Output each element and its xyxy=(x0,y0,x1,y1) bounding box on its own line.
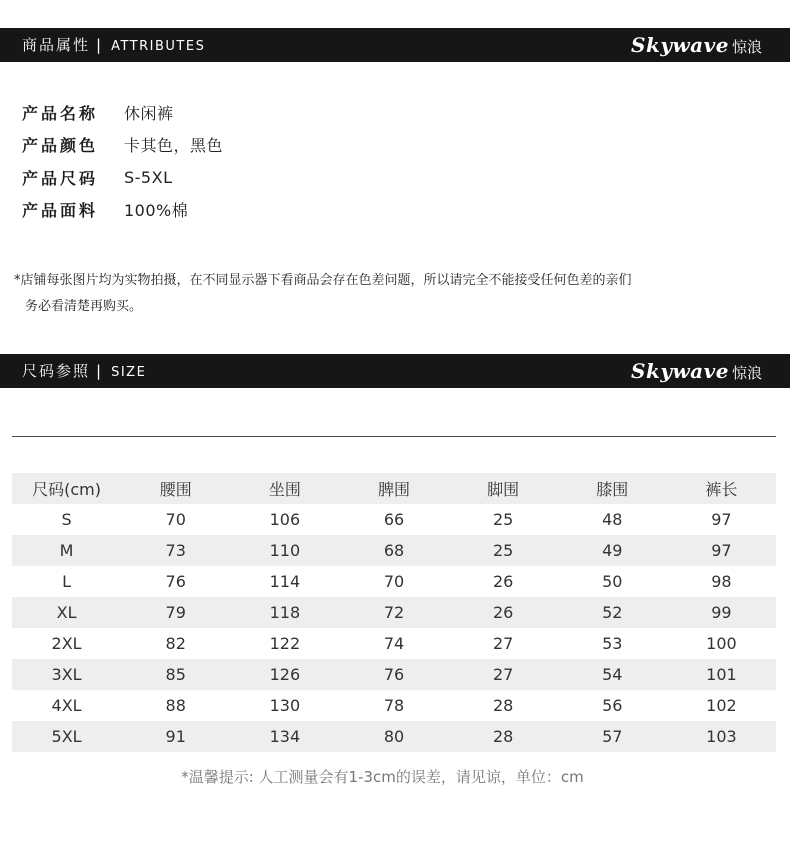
measurement-cell: 28 xyxy=(492,696,514,715)
measurement-cell: 56 xyxy=(602,696,623,715)
notice-line-1: *店铺每张图片均为实物拍摄，在不同显示器下看商品会存在色差问题，所以请完全不能接受任何色差的亲们 xyxy=(14,273,632,288)
measurement-cell: 118 xyxy=(269,603,301,622)
measurement-cell: 49 xyxy=(602,541,623,560)
attribute-value: 卡其色，黑色 xyxy=(124,136,224,156)
measurement-cell: 25 xyxy=(492,510,514,529)
size-banner xyxy=(0,354,790,388)
attribute-value: S-5XL xyxy=(124,167,173,187)
brand-name-cn: 惊浪 xyxy=(731,364,762,382)
table-row xyxy=(12,566,776,597)
measurement-cell: 103 xyxy=(706,727,737,746)
size-label-cell: M xyxy=(59,541,74,560)
table-row xyxy=(12,504,776,535)
measurement-cell: 54 xyxy=(602,665,623,684)
notice-line-2: 务必看清楚再购买。 xyxy=(25,299,143,314)
measurement-cell: 48 xyxy=(602,510,623,529)
size-label-cell: L xyxy=(62,572,72,591)
table-row xyxy=(12,628,776,659)
measurement-cell: 53 xyxy=(602,634,623,653)
size-label-cell: 3XL xyxy=(51,665,82,684)
size-table-header-row xyxy=(12,473,776,504)
banner-separator: | xyxy=(96,362,104,380)
attribute-key: 产品面料 xyxy=(22,201,99,221)
header-waist: 腰围 xyxy=(159,480,192,499)
brand-name-en: Skywave xyxy=(631,359,729,383)
table-row xyxy=(12,535,776,566)
measurement-cell: 70 xyxy=(383,572,405,591)
measurement-cell: 25 xyxy=(492,541,514,560)
table-row xyxy=(12,721,776,752)
attribute-value: 休闲裤 xyxy=(124,103,174,123)
measurement-cell: 66 xyxy=(383,510,405,529)
measurement-cell: 110 xyxy=(269,541,301,560)
measurement-cell: 106 xyxy=(269,510,301,529)
size-label-cell: 4XL xyxy=(51,696,82,715)
table-row xyxy=(12,690,776,721)
table-row xyxy=(12,659,776,690)
color-difference-notice xyxy=(14,268,754,320)
header-knee: 膝围 xyxy=(596,480,629,499)
brand-name-cn: 惊浪 xyxy=(731,38,762,56)
size-title-cn: 尺码参照 xyxy=(22,362,91,380)
measurement-cell: 126 xyxy=(269,665,301,684)
measurement-cell: 52 xyxy=(602,603,623,622)
measurement-cell: 97 xyxy=(711,510,732,529)
attributes-title-en: ATTRIBUTES xyxy=(111,39,206,54)
attribute-row-size xyxy=(22,161,223,194)
brand-logo xyxy=(631,28,762,62)
size-title-en: SIZE xyxy=(111,365,147,380)
measurement-cell: 122 xyxy=(269,634,301,653)
attributes-banner xyxy=(0,28,790,62)
attribute-row-fabric xyxy=(22,194,223,227)
attribute-key: 产品颜色 xyxy=(22,136,99,156)
measurement-cell: 50 xyxy=(602,572,623,591)
measurement-cell: 26 xyxy=(492,572,514,591)
measurement-cell: 134 xyxy=(269,727,301,746)
attribute-key: 产品尺码 xyxy=(22,168,99,188)
measurement-cell: 130 xyxy=(269,696,301,715)
attributes-title-cn: 商品属性 xyxy=(22,36,91,54)
measurement-cell: 70 xyxy=(165,510,186,529)
measurement-cell: 57 xyxy=(602,727,623,746)
measurement-cell: 27 xyxy=(492,634,514,653)
brand-name-en: Skywave xyxy=(631,33,729,57)
header-size: 尺码(cm) xyxy=(32,480,101,499)
measurement-cell: 26 xyxy=(492,603,514,622)
measurement-cell: 74 xyxy=(383,634,405,653)
divider-line xyxy=(12,436,776,437)
measurement-cell: 76 xyxy=(165,572,186,591)
header-thigh: 脾围 xyxy=(377,480,410,499)
brand-logo xyxy=(631,354,762,388)
measurement-cell: 85 xyxy=(165,665,186,684)
attributes-banner-title xyxy=(22,28,205,62)
measurement-cell: 97 xyxy=(711,541,732,560)
measurement-cell: 72 xyxy=(383,603,405,622)
measurement-cell: 101 xyxy=(706,665,737,684)
table-row xyxy=(12,597,776,628)
size-label-cell: S xyxy=(61,510,72,529)
measurement-cell: 98 xyxy=(711,572,732,591)
size-chart-table xyxy=(12,473,776,752)
attribute-list xyxy=(22,96,223,226)
measurement-cell: 99 xyxy=(711,603,732,622)
attribute-key: 产品名称 xyxy=(22,103,99,123)
measurement-cell: 27 xyxy=(492,665,514,684)
measurement-cell: 91 xyxy=(165,727,186,746)
attribute-row-name xyxy=(22,96,223,129)
measurement-cell: 73 xyxy=(165,541,186,560)
measurement-cell: 68 xyxy=(383,541,405,560)
measurement-cell: 88 xyxy=(165,696,186,715)
measurement-tip: *温馨提示: 人工测量会有1-3cm的误差，请见谅，单位：cm xyxy=(181,768,584,786)
header-hip: 坐围 xyxy=(268,480,301,499)
size-banner-title xyxy=(22,354,146,388)
measurement-cell: 114 xyxy=(269,572,301,591)
measurement-cell: 78 xyxy=(383,696,405,715)
header-leg-opening: 脚围 xyxy=(487,480,520,499)
attribute-value: 100%棉 xyxy=(124,201,189,221)
measurement-cell: 28 xyxy=(492,727,514,746)
measurement-cell: 100 xyxy=(706,634,737,653)
measurement-cell: 76 xyxy=(383,665,405,684)
size-label-cell: 2XL xyxy=(51,634,82,653)
size-label-cell: XL xyxy=(56,603,77,622)
size-label-cell: 5XL xyxy=(51,727,82,746)
attribute-row-color xyxy=(22,129,223,162)
measurement-cell: 102 xyxy=(706,696,737,715)
measurement-cell: 79 xyxy=(165,603,186,622)
measurement-cell: 80 xyxy=(383,727,405,746)
header-length: 裤长 xyxy=(705,480,738,499)
banner-separator: | xyxy=(96,36,104,54)
measurement-cell: 82 xyxy=(165,634,186,653)
